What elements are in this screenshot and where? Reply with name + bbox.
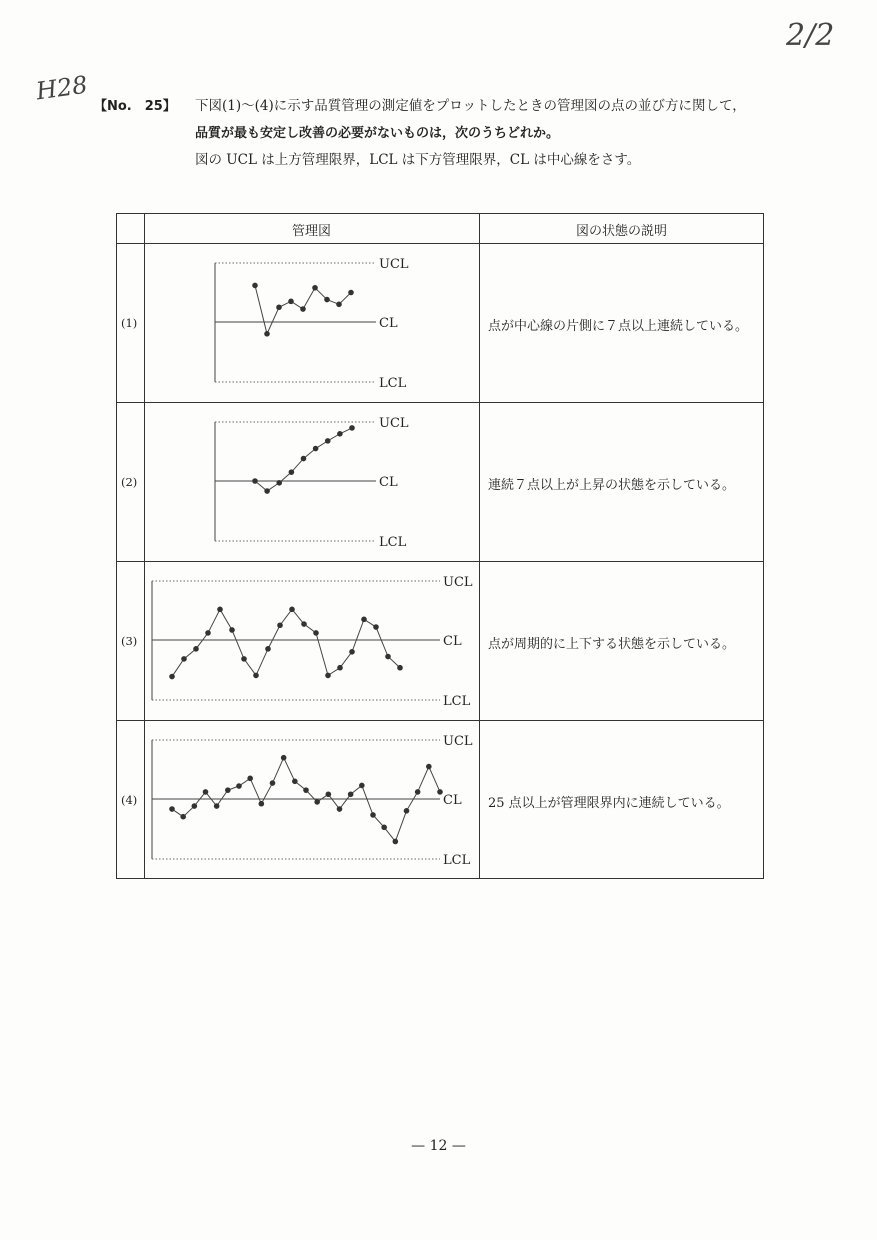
ucl-label: UCL <box>379 416 409 431</box>
row-description-2: 連続７点以上が上昇の状態を示している。 <box>488 478 736 493</box>
row-number-2: (2) <box>121 475 138 489</box>
handwritten-year-note: H28 <box>34 70 90 106</box>
data-point <box>229 627 235 633</box>
question-line-3: 図の UCL は上方管理限界，LCL は下方管理限界，CL は中心線をさす。 <box>195 152 641 168</box>
data-point <box>236 783 242 789</box>
data-point <box>437 789 443 795</box>
data-point <box>276 304 282 310</box>
data-point <box>277 622 283 628</box>
data-point <box>301 621 307 627</box>
data-point <box>373 624 379 630</box>
data-point <box>253 673 259 679</box>
ucl-label: UCL <box>443 734 473 749</box>
control-chart-4 <box>144 720 479 879</box>
data-point <box>324 297 330 303</box>
ucl-label: UCL <box>379 257 409 272</box>
data-point <box>361 617 367 623</box>
cl-label: CL <box>443 793 462 808</box>
data-point <box>326 791 332 797</box>
data-point <box>225 787 231 793</box>
data-point <box>370 812 376 818</box>
data-point <box>348 290 354 296</box>
row-number-1: (1) <box>121 316 138 330</box>
question-number: 【No. 25】 <box>94 99 176 114</box>
data-point <box>288 299 294 305</box>
data-point <box>313 630 319 636</box>
row-number-3: (3) <box>121 634 138 648</box>
row-description-3: 点が周期的に上下する状態を示している。 <box>488 637 736 652</box>
data-point <box>312 285 318 291</box>
data-point <box>252 283 258 289</box>
data-point <box>415 789 421 795</box>
page-number: — 12 — <box>411 1138 466 1154</box>
data-point <box>276 480 282 486</box>
row-description-1: 点が中心線の片側に７点以上連続している。 <box>488 319 749 334</box>
data-point <box>264 488 270 494</box>
cl-label: CL <box>379 475 398 490</box>
data-point <box>393 839 399 845</box>
data-point <box>169 806 175 812</box>
data-point <box>426 764 432 770</box>
data-point <box>180 814 186 820</box>
data-point <box>349 425 355 431</box>
control-chart-table <box>116 213 764 879</box>
data-point <box>385 654 391 660</box>
data-point <box>300 306 306 312</box>
data-point <box>303 787 309 793</box>
data-point <box>337 806 343 812</box>
lcl-label: LCL <box>443 694 471 709</box>
data-point <box>205 630 211 636</box>
lcl-label: LCL <box>379 376 407 391</box>
data-point <box>270 780 276 786</box>
data-point <box>397 665 403 671</box>
data-point <box>313 446 319 452</box>
data-point <box>301 456 307 462</box>
series-line <box>172 758 440 842</box>
data-point <box>193 646 199 652</box>
data-point <box>348 791 354 797</box>
data-point <box>325 673 331 679</box>
data-point <box>349 649 355 655</box>
data-point <box>325 438 331 444</box>
question-line-1: 下図(1)〜(4)に示す品質管理の測定値をプロットしたときの管理図の点の並び方に関して， <box>195 98 746 114</box>
control-chart-2 <box>144 402 479 561</box>
data-point <box>381 825 387 831</box>
lcl-label: LCL <box>443 853 471 868</box>
data-point <box>289 607 295 613</box>
row-description-4: 25 点以上が管理限界内に連続している。 <box>488 796 730 811</box>
lcl-label: LCL <box>379 535 407 550</box>
data-point <box>192 803 198 809</box>
cl-label: CL <box>443 634 462 649</box>
data-point <box>264 331 270 337</box>
data-point <box>169 674 175 680</box>
data-point <box>292 779 298 785</box>
control-chart-3 <box>144 561 479 720</box>
data-point <box>259 801 265 807</box>
data-point <box>265 646 271 652</box>
row-number-4: (4) <box>121 793 138 807</box>
data-point <box>214 803 220 809</box>
ucl-label: UCL <box>443 575 473 590</box>
data-point <box>281 755 287 761</box>
data-point <box>314 799 320 805</box>
data-point <box>404 808 410 814</box>
control-chart-1 <box>144 243 479 402</box>
handwritten-page-note: 2/2 <box>786 18 835 53</box>
data-point <box>359 783 365 789</box>
data-point <box>241 656 247 662</box>
question-line-2: 品質が最も安定し改善の必要がないものは，次のうちどれか。 <box>195 126 560 141</box>
data-point <box>337 431 343 437</box>
data-point <box>217 607 223 613</box>
data-point <box>336 302 342 308</box>
header-chart: 管理図 <box>291 224 331 239</box>
data-point <box>203 789 209 795</box>
data-point <box>337 665 343 671</box>
data-point <box>289 469 295 475</box>
header-description: 図の状態の説明 <box>575 224 667 239</box>
data-point <box>252 478 258 484</box>
data-point <box>181 656 187 662</box>
cl-label: CL <box>379 316 398 331</box>
data-point <box>247 776 253 782</box>
